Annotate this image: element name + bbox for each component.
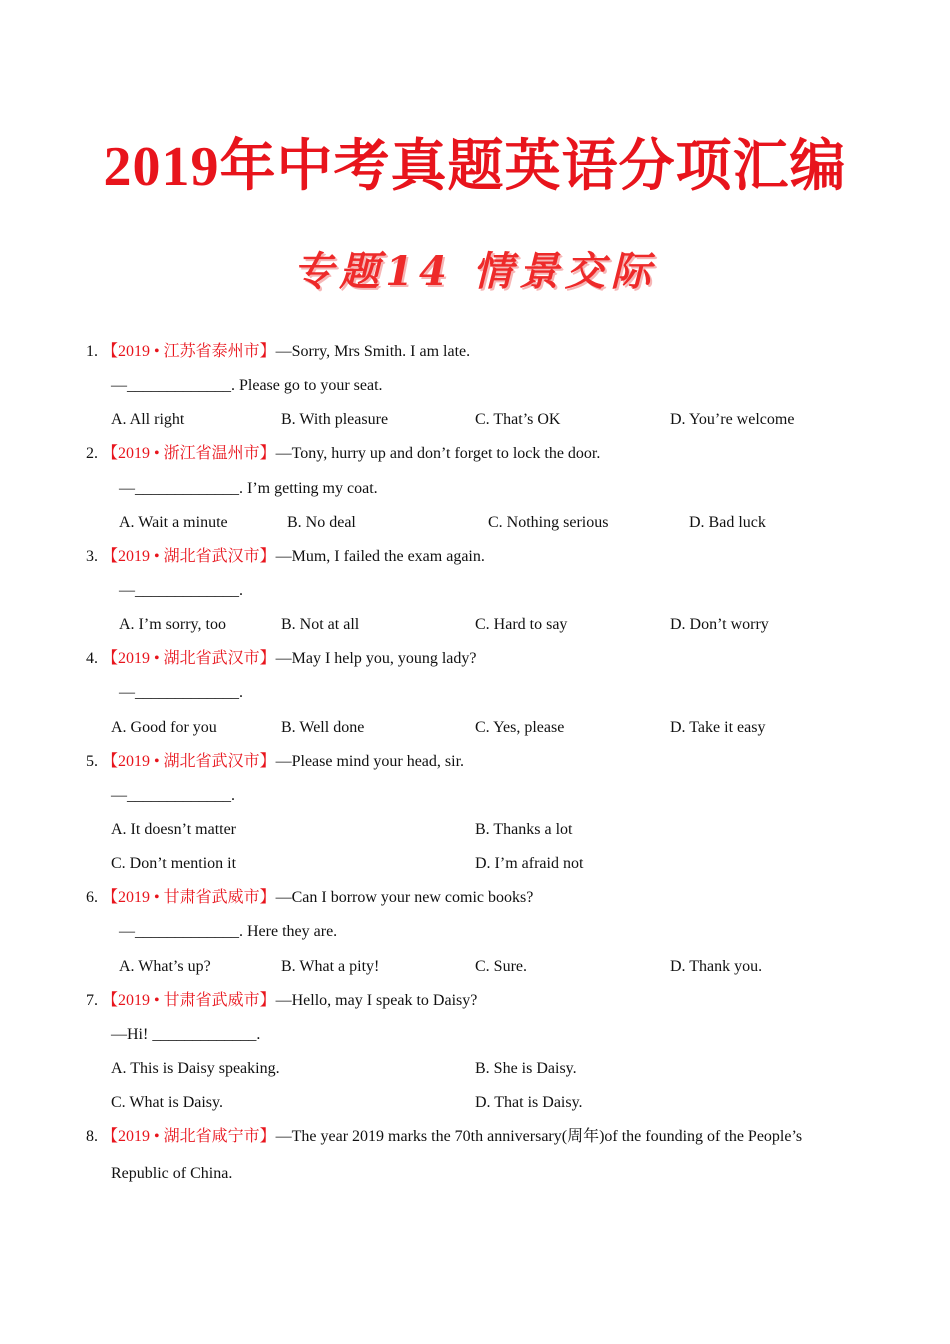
question-prompt: —Sorry, Mrs Smith. I am late. <box>275 343 471 360</box>
question-source: 【2019 • 湖北省武汉市】 <box>102 753 276 770</box>
option-b: B. What a pity! <box>281 958 380 975</box>
question-source: 【2019 • 江苏省泰州市】 <box>102 343 276 360</box>
option-b: B. No deal <box>287 514 356 531</box>
option-d: D. You’re welcome <box>670 411 795 428</box>
option-c: C. Sure. <box>475 958 527 975</box>
question-number: 3. <box>86 548 98 565</box>
question-prompt: —Can I borrow your new comic books? <box>275 889 534 906</box>
question-reply: —_____________. <box>119 684 243 701</box>
question-number: 4. <box>86 650 98 667</box>
option-b: B. She is Daisy. <box>475 1060 577 1077</box>
option-a: A. Wait a minute <box>119 514 228 531</box>
option-c: C. Yes, please <box>475 719 565 736</box>
question-prompt: —Hello, may I speak to Daisy? <box>275 992 478 1009</box>
option-a: A. This is Daisy speaking. <box>111 1060 280 1077</box>
option-a: A. I’m sorry, too <box>119 616 226 633</box>
option-d: D. Don’t worry <box>670 616 769 633</box>
document-title: 2019年中考真题英语分项汇编 <box>103 136 847 198</box>
question-prompt: —The year 2019 marks the 70th anniversary(周年)of the founding of the People’s <box>275 1128 803 1145</box>
question-3-stem <box>102 547 485 567</box>
question-source: 【2019 • 浙江省温州市】 <box>102 445 276 462</box>
option-b: B. With pleasure <box>281 411 389 428</box>
option-d: D. Bad luck <box>689 514 766 531</box>
question-source: 【2019 • 湖北省武汉市】 <box>102 548 276 565</box>
question-continuation: Republic of China. <box>111 1165 233 1182</box>
question-prompt: —May I help you, young lady? <box>275 650 477 667</box>
question-source: 【2019 • 湖北省咸宁市】 <box>102 1128 276 1145</box>
option-d: D. Take it easy <box>670 719 766 736</box>
option-a: A. All right <box>111 411 185 428</box>
question-number: 1. <box>86 343 98 360</box>
question-number: 2. <box>86 445 98 462</box>
option-a: A. Good for you <box>111 719 217 736</box>
question-number: 7. <box>86 992 98 1009</box>
question-reply: —_____________. <box>119 582 243 599</box>
option-c: C. That’s OK <box>475 411 561 428</box>
question-source: 【2019 • 甘肃省武威市】 <box>102 889 276 906</box>
question-prompt: —Please mind your head, sir. <box>275 753 465 770</box>
option-d: D. I’m afraid not <box>475 855 584 872</box>
question-prompt: —Tony, hurry up and don’t forget to lock the door. <box>275 445 601 462</box>
option-c: C. Hard to say <box>475 616 568 633</box>
option-d: D. That is Daisy. <box>475 1094 583 1111</box>
question-number: 6. <box>86 889 98 906</box>
question-prompt: —Mum, I failed the exam again. <box>275 548 485 565</box>
option-b: B. Not at all <box>281 616 360 633</box>
question-1-stem <box>102 342 470 362</box>
option-c: C. Don’t mention it <box>111 855 237 872</box>
option-c: C. Nothing serious <box>488 514 609 531</box>
option-b: B. Thanks a lot <box>475 821 573 838</box>
question-reply: —_____________. <box>111 787 235 804</box>
question-number: 5. <box>86 753 98 770</box>
question-source: 【2019 • 湖北省武汉市】 <box>102 650 276 667</box>
option-d: D. Thank you. <box>670 958 763 975</box>
question-number: 8. <box>86 1128 98 1145</box>
option-b: B. Well done <box>281 719 365 736</box>
question-reply: —_____________. Here they are. <box>119 923 338 940</box>
document-subtitle: 专题14 情景交际 <box>293 248 657 295</box>
question-reply: —Hi! _____________. <box>111 1026 261 1043</box>
question-5-stem <box>102 752 464 772</box>
question-reply: —_____________. I’m getting my coat. <box>119 480 378 497</box>
option-a: A. It doesn’t matter <box>111 821 237 838</box>
question-2-stem <box>102 444 600 464</box>
question-reply: —_____________. Please go to your seat. <box>111 377 383 394</box>
question-7-stem <box>102 991 477 1011</box>
question-6-stem <box>102 888 533 908</box>
option-a: A. What’s up? <box>119 958 211 975</box>
option-c: C. What is Daisy. <box>111 1094 223 1111</box>
question-source: 【2019 • 甘肃省武威市】 <box>102 992 276 1009</box>
question-8-stem <box>102 1127 802 1147</box>
question-4-stem <box>102 649 476 669</box>
